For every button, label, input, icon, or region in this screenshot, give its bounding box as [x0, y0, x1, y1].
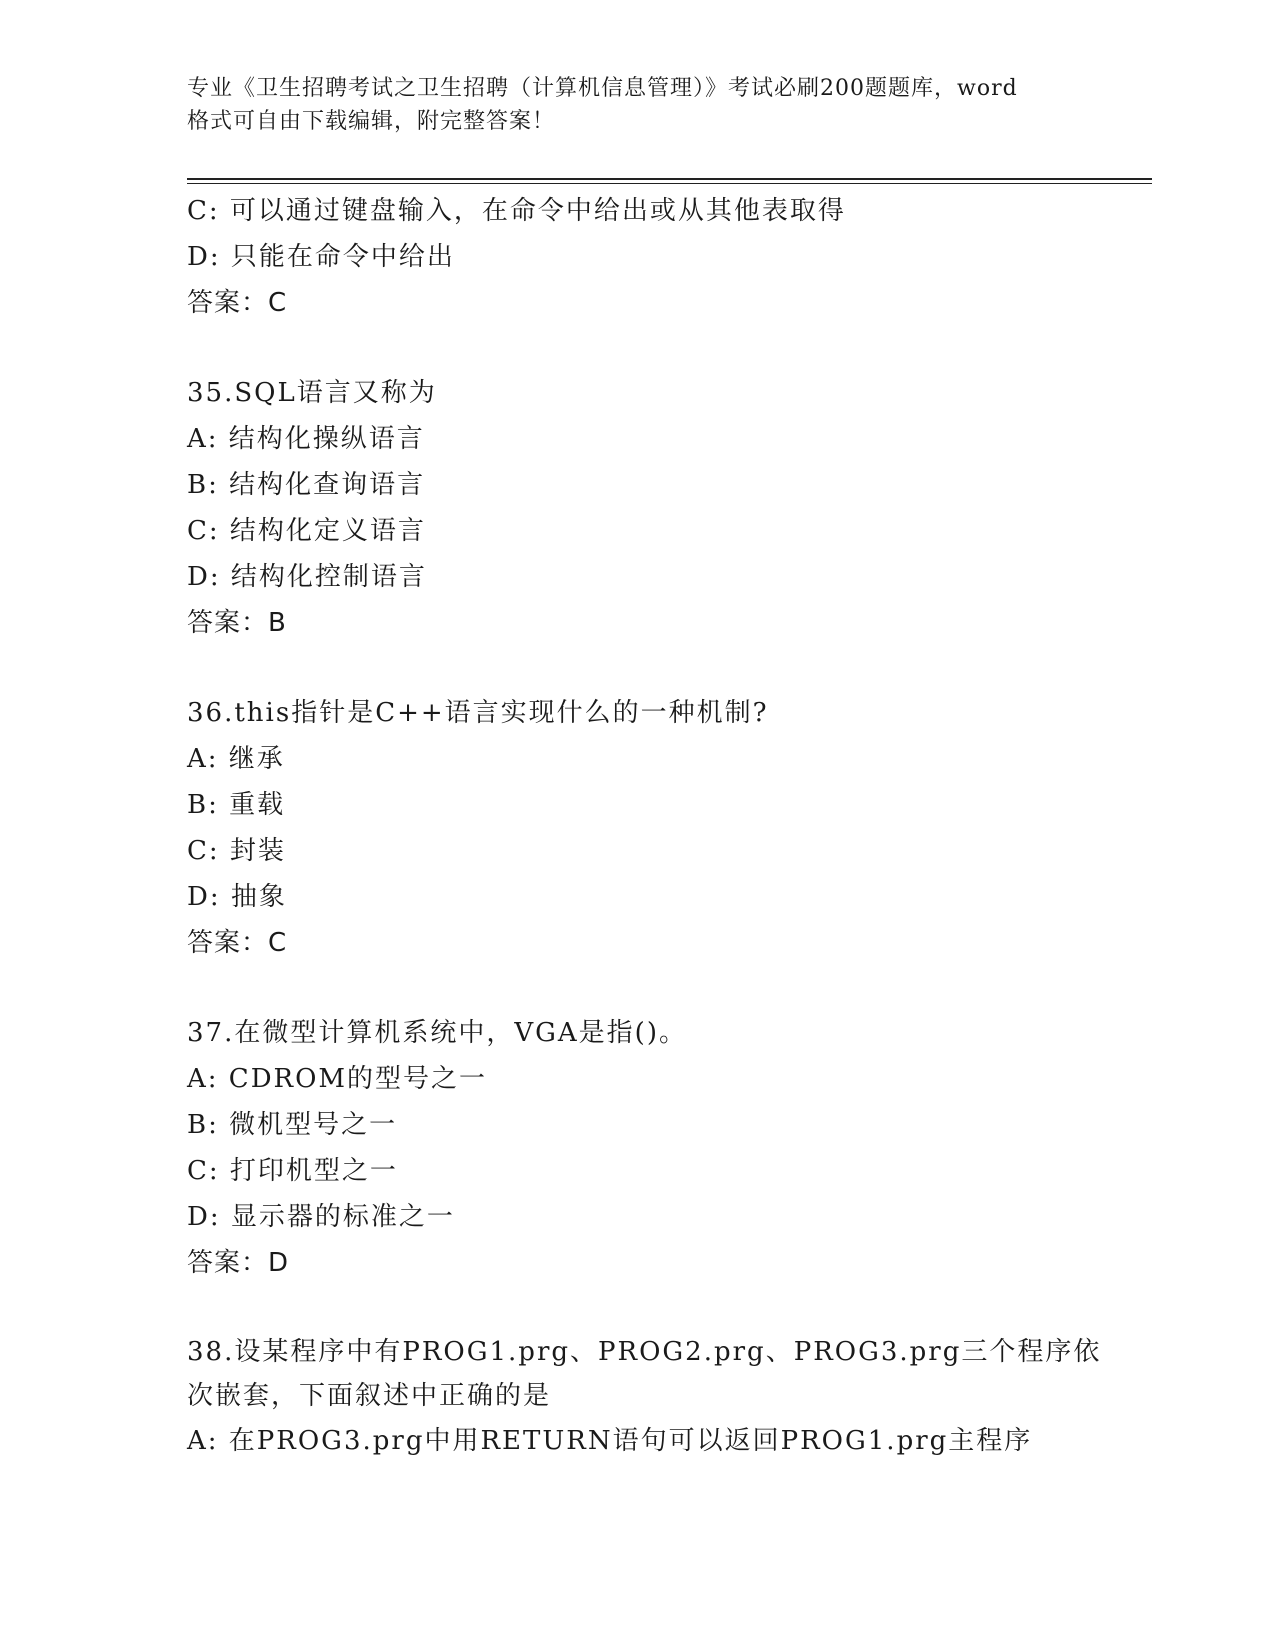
header-line-1: 专业《卫生招聘考试之卫生招聘（计算机信息管理）》考试必刷200题题库，word: [187, 76, 1018, 101]
option-a: A: CDROM的型号之一: [187, 1064, 488, 1094]
option-b: B: 重载: [187, 790, 286, 820]
answer-line: 答案：C: [187, 288, 288, 318]
question-text: 38.设某程序中有PROG1.prg、PROG2.prg、PROG3.prg三个程序依次嵌套，下面叙述中正确的是: [187, 1337, 1102, 1411]
option-a: A: 在PROG3.prg中用RETURN语句可以返回PROG1.prg主程序: [187, 1426, 1033, 1456]
question-text: 36.this指针是C++语言实现什么的一种机制?: [187, 698, 769, 728]
option-a: A: 继承: [187, 744, 285, 774]
header-divider-thin: [187, 183, 1152, 184]
spacer: [187, 966, 1127, 1010]
question-block-35: [187, 370, 1127, 646]
header-line-2: 格式可自由下载编辑，附完整答案！: [187, 109, 556, 134]
spacer: [187, 1286, 1127, 1330]
option-c: C: 封装: [187, 836, 286, 866]
question-list: [187, 188, 1127, 1464]
option-d: D: 只能在命令中给出: [187, 242, 455, 272]
question-block-37: [187, 1010, 1127, 1286]
answer-line: 答案：D: [187, 1248, 290, 1278]
header-divider-thick: [187, 178, 1152, 180]
option-c: C: 可以通过键盘输入，在命令中给出或从其他表取得: [187, 196, 846, 226]
answer-line: 答案：C: [187, 928, 288, 958]
option-c: C: 结构化定义语言: [187, 516, 426, 546]
option-c: C: 打印机型之一: [187, 1156, 398, 1186]
spacer: [187, 326, 1127, 370]
question-block-36: [187, 690, 1127, 966]
question-text: 37.在微型计算机系统中，VGA是指()。: [187, 1018, 687, 1048]
answer-line: 答案：B: [187, 608, 287, 638]
option-d: D: 抽象: [187, 882, 287, 912]
option-b: B: 结构化查询语言: [187, 470, 426, 500]
question-block-prev: [187, 188, 1127, 326]
question-block-38: [187, 1330, 1127, 1464]
question-text: 35.SQL语言又称为: [187, 378, 437, 408]
option-b: B: 微机型号之一: [187, 1110, 398, 1140]
option-a: A: 结构化操纵语言: [187, 424, 425, 454]
option-d: D: 结构化控制语言: [187, 562, 427, 592]
document-header: [187, 72, 1087, 138]
spacer: [187, 646, 1127, 690]
option-d: D: 显示器的标准之一: [187, 1202, 455, 1232]
